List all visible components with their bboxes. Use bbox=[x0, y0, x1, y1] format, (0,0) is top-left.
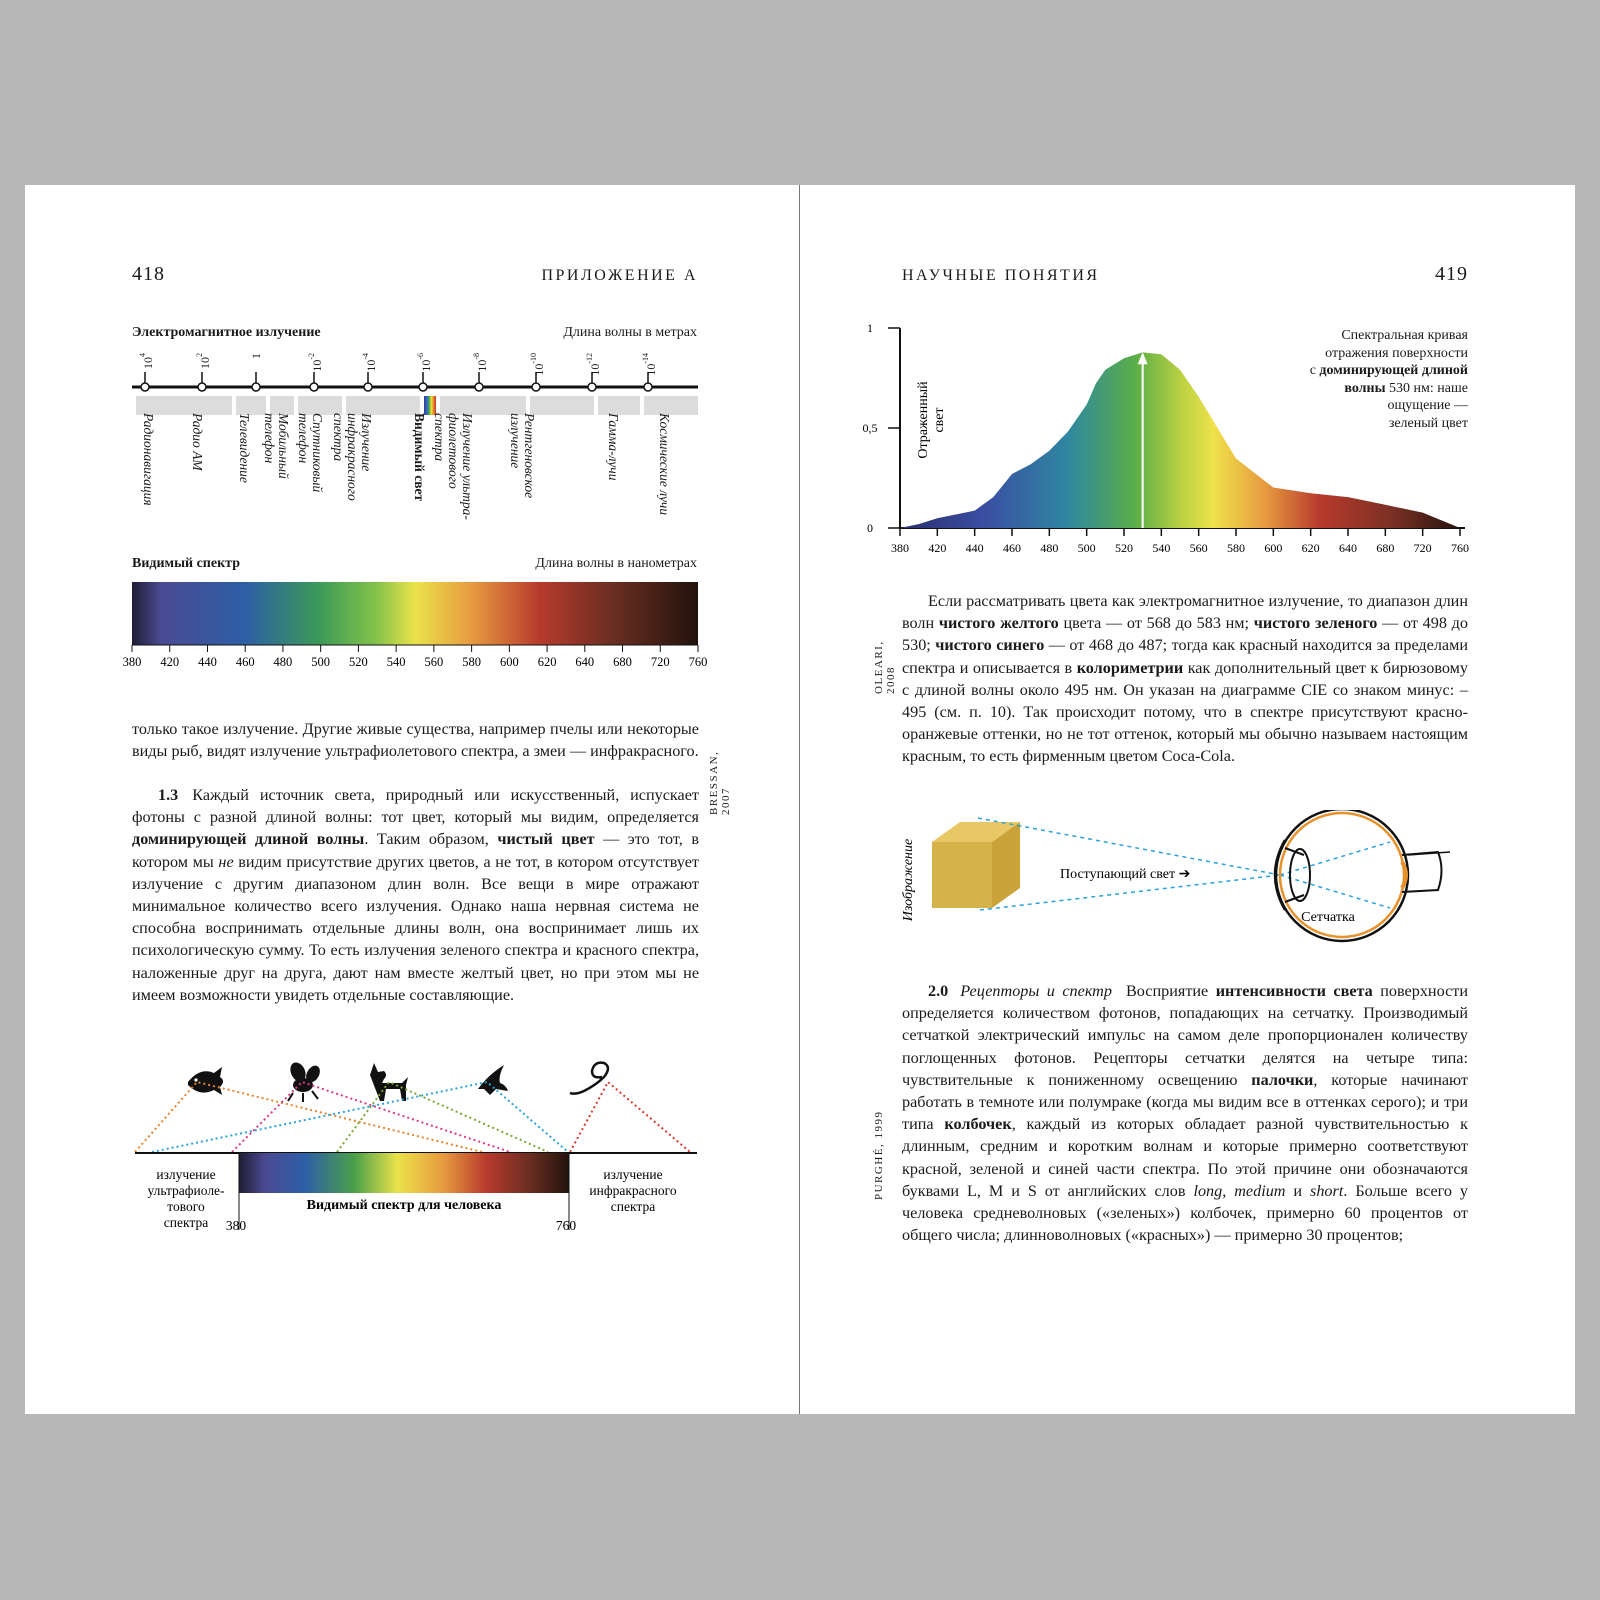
section-2-0-title: Рецепторы и спектр bbox=[960, 982, 1112, 1000]
cube-icon bbox=[932, 822, 1020, 908]
running-head-left: ПРИЛОЖЕНИЕ А bbox=[541, 267, 698, 284]
x-tick-label: 500 bbox=[1077, 541, 1096, 555]
visible-tick-label: 760 bbox=[688, 655, 708, 669]
retina-label: Сетчатка bbox=[1301, 910, 1355, 925]
running-head-right: НАУЧНЫЕ ПОНЯТИЯ bbox=[902, 267, 1100, 284]
visible-tick-label: 620 bbox=[537, 655, 557, 669]
x-tick-label: 640 bbox=[1339, 541, 1357, 555]
em-tick-marker bbox=[198, 383, 206, 391]
bee-range bbox=[232, 1082, 510, 1152]
em-band-label: Космические лучи bbox=[657, 413, 672, 516]
em-band-label: Гамма-лучи bbox=[606, 413, 621, 481]
human-end: 760 bbox=[555, 1218, 577, 1233]
em-tick-marker bbox=[141, 383, 149, 391]
human-visible-bar bbox=[239, 1153, 569, 1193]
em-band-label: Излучение инфракрасного спектра bbox=[331, 413, 374, 501]
em-title: Электромагнитное излучение bbox=[132, 325, 321, 340]
em-tick-label: $10^4$ bbox=[138, 353, 155, 369]
visible-spectrum-bar bbox=[132, 582, 698, 645]
em-band-label: Мобильный телефон bbox=[262, 413, 291, 479]
em-tick-marker bbox=[644, 383, 652, 391]
curve-note: Спектральная кривая отражения поверхности с доминирующей длиной волны 530 нм: наше ощущение — зеленый цвет bbox=[1309, 328, 1468, 431]
em-tick-label: $10^{-14}$ bbox=[641, 353, 658, 376]
section-2-0: 2.0 bbox=[928, 982, 949, 1000]
x-tick-label: 720 bbox=[1413, 541, 1432, 555]
x-tick-label: 620 bbox=[1301, 541, 1320, 555]
em-tick-marker bbox=[252, 383, 260, 391]
right-para-2: 2.0 Рецепторы и спектр Восприятие интенсивности света поверхности определяется количеством фотонов, попадающих на сетчатку. Производимый сетчаткой электрический импульс на самом деле пропорционален количеству поглощенных фотонов. Рецепторы сетчатки делятся на четыре типа: чувствительные к пониженному освещению палочки, которые начинают работать в темноте или полумраке (когда мы видим все в оттенках серого); и три типа колбочек, каждый из которых обладает разной чувствительностью к длинным, средним и коротким волнам и которые примерно соответствуют красной, зеленой и синей части спектра. По этой причине они обозначаются буквами L, M и S от английских слов long, medium и short. Больше всего у человека средневолновых («зеленых») колбочек, примерно 60 процентов от общего числа; длинноволновых («красных») — примерно 30 процентов; bbox=[902, 982, 1469, 1245]
human-visible-label: Видимый спектр для человека bbox=[306, 1198, 502, 1213]
x-tick-label: 380 bbox=[891, 541, 909, 555]
em-tick-marker bbox=[310, 383, 318, 391]
x-tick-label: 480 bbox=[1040, 541, 1059, 555]
em-tick-label: $10^{-6}$ bbox=[416, 353, 433, 372]
visible-unit: Длина волны в нанометрах bbox=[535, 556, 697, 571]
ir-label: излучение инфракрасного спектра bbox=[589, 1167, 677, 1214]
visible-tick-label: 420 bbox=[160, 655, 180, 669]
x-tick-label: 440 bbox=[965, 541, 984, 555]
visible-spectrum bbox=[0, 570, 800, 685]
uv-label: излучение ультрафиоле-тового спектра bbox=[147, 1167, 225, 1230]
em-band-label: Телевидение bbox=[237, 413, 252, 483]
em-band-label: Видимый свет bbox=[412, 413, 427, 502]
bee-icon bbox=[287, 1060, 322, 1102]
em-tick-marker bbox=[419, 383, 427, 391]
sidenote-oleari: OLEARI, 2008 bbox=[873, 640, 897, 694]
em-tick-label: $10^{-4}$ bbox=[361, 353, 378, 372]
snake-icon bbox=[570, 1063, 608, 1094]
y-axis-label: Отраженныйсвет bbox=[916, 381, 947, 459]
visible-tick-label: 580 bbox=[462, 655, 481, 669]
em-tick-marker bbox=[588, 383, 596, 391]
em-tick-marker bbox=[364, 383, 372, 391]
x-tick-label: 580 bbox=[1227, 541, 1245, 555]
em-band-label: Радио АМ bbox=[190, 413, 205, 471]
visible-tick-label: 540 bbox=[386, 655, 406, 669]
em-tick-label: $10^{-10}$ bbox=[529, 353, 546, 376]
page-number-right: 419 bbox=[1435, 263, 1468, 285]
x-tick-label: 680 bbox=[1376, 541, 1395, 555]
em-tick-label: 1 bbox=[249, 353, 263, 359]
em-band-label: Излучение ультра- фиолетового спектра bbox=[432, 413, 475, 520]
bird-icon bbox=[478, 1065, 508, 1095]
visible-tick-label: 680 bbox=[613, 655, 632, 669]
right-para-1: Если рассматривать цвета как электромагнитное излучение, то диапазон длин волн чистого желтого цвета — от 568 до 583 нм; чистого зеленого — от 498 до 530; чистого синего — от 468 до 487; тогда как красный находится за пределами спектра и описывается в колориметрии как дополнительный цвет к бирюзовому с длиной волны около 495 нм. Он указан на диаграмме CIE со знаком минус: –495 (см. п. 10). Так происходит потому, что в спектре присутствуют красно-оранжевые оттенки, но не тот оттенок, который мы обычно называем настоящим красным, то есть фирменным цветом Coca-Cola. bbox=[902, 592, 1469, 766]
snake-range bbox=[570, 1082, 690, 1152]
em-scale bbox=[0, 0, 800, 420]
fish-icon bbox=[188, 1067, 223, 1095]
visible-tick-label: 480 bbox=[273, 655, 293, 669]
x-tick-label: 600 bbox=[1264, 541, 1283, 555]
x-tick-label: 420 bbox=[928, 541, 947, 555]
em-tick-label: $10^{-2}$ bbox=[307, 353, 324, 372]
em-band-label: Рентгеновское излучение bbox=[508, 413, 537, 499]
em-tick-label: $10^{-8}$ bbox=[472, 353, 489, 372]
x-tick-label: 520 bbox=[1115, 541, 1133, 555]
em-tick-label: $10^{-12}$ bbox=[585, 353, 602, 376]
visible-tick-label: 500 bbox=[311, 655, 331, 669]
visible-tick-label: 560 bbox=[424, 655, 444, 669]
page-number-left: 418 bbox=[132, 263, 165, 285]
y-tick-label: 0,5 bbox=[862, 421, 878, 435]
left-para-1: только такое излучение. Другие живые существа, например пчелы или некоторые виды рыб, видят излучение ультрафиолетового спектра, а змеи — инфракрасного. bbox=[132, 720, 699, 761]
visible-tick-label: 380 bbox=[122, 655, 142, 669]
em-unit: Длина волны в метрах bbox=[563, 325, 697, 340]
eye-diagram bbox=[890, 810, 1480, 970]
visible-tick-label: 460 bbox=[235, 655, 255, 669]
em-tick-marker bbox=[532, 383, 540, 391]
x-tick-label: 760 bbox=[1451, 541, 1469, 555]
em-tick-label: $10^2$ bbox=[195, 353, 212, 369]
image-label: Изображение bbox=[901, 838, 916, 922]
x-tick-label: 540 bbox=[1152, 541, 1171, 555]
fish-range bbox=[135, 1082, 482, 1152]
em-band bbox=[530, 396, 594, 415]
em-tick-marker bbox=[475, 383, 483, 391]
left-para-2: 1.3 Каждый источник света, природный или искусственный, испускает фотоны с разной длиной волны: тот цвет, который мы видим, определяется доминирующей длиной волны. Таким образом, чистый цвет — это тот, в котором мы не видим присутствие других цветов, а не тот, в котором отсутствует излучение с другим диапазоном длин волн. Все вещи в мире отражают минимальное количество всего излучения. Однако наша нервная система не способна воспринимать отдельные длины волн, она воспринимает лишь их психологическую сумму. То есть излучения зеленого спектра и красного спектра, наложенные друг на друга, дают нам вместе желтый цвет, но при этом мы не имеем возможности увидеть отдельные составляющие. bbox=[132, 786, 699, 1004]
visible-tick-label: 440 bbox=[198, 655, 217, 669]
section-1-3: 1.3 bbox=[158, 786, 179, 804]
em-band-label: Радионавигация bbox=[141, 413, 156, 506]
em-band-label: Спутниковый телефон bbox=[296, 413, 325, 493]
sidenote-purghe: PURGHÉ, 1999 bbox=[873, 1110, 885, 1200]
visible-tick-label: 720 bbox=[650, 655, 670, 669]
human-start: 380 bbox=[225, 1218, 247, 1233]
visible-tick-label: 600 bbox=[499, 655, 519, 669]
x-tick-label: 460 bbox=[1003, 541, 1021, 555]
dog-icon bbox=[370, 1063, 408, 1101]
bird-range bbox=[152, 1082, 568, 1152]
x-tick-label: 560 bbox=[1189, 541, 1208, 555]
y-tick-label: 1 bbox=[867, 321, 873, 335]
animal-vision-diagram bbox=[0, 1055, 800, 1270]
visible-tick-label: 520 bbox=[349, 655, 368, 669]
visible-tick-label: 640 bbox=[575, 655, 595, 669]
incoming-light-label: Поступающий свет ➔ bbox=[1060, 867, 1191, 882]
sidenote-bressan: BRESSAN, 2007 bbox=[708, 750, 732, 815]
y-tick-label: 0 bbox=[867, 521, 873, 535]
visible-title: Видимый спектр bbox=[132, 556, 240, 571]
